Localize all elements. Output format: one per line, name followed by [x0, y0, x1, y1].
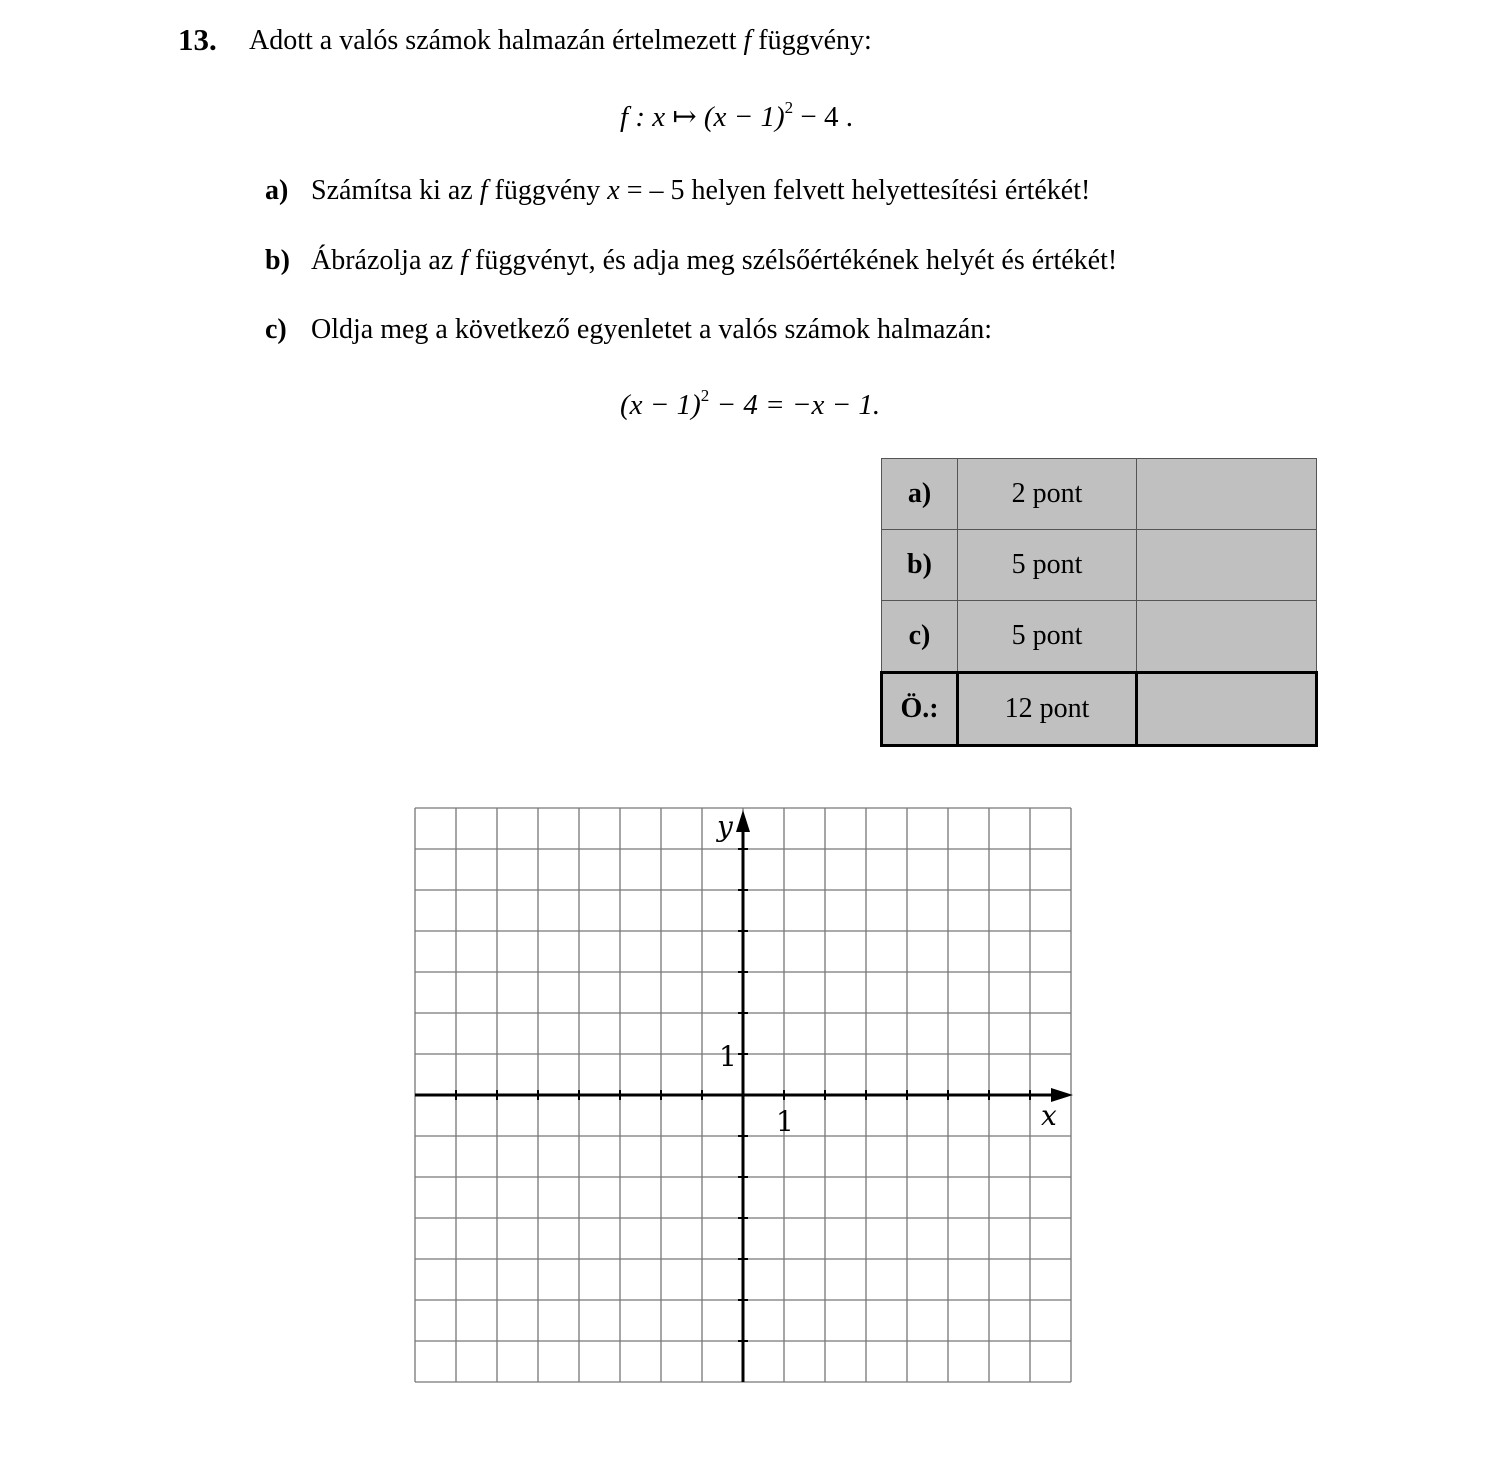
part-a-var: f: [479, 175, 488, 206]
equation-exponent: 2: [700, 386, 710, 405]
score-points-c: 5 pont: [958, 601, 1137, 673]
part-a-text-3: = – 5 helyen felvett helyettesítési értékét!: [619, 175, 1091, 206]
part-a-label: a): [265, 175, 289, 206]
y-axis-arrow-icon: [736, 810, 750, 832]
part-b-text-1: Ábrázolja az: [311, 245, 461, 276]
intro-text-before: Adott a valós számok halmazán értelmezett: [249, 25, 744, 56]
x-unit-label: 1: [776, 1105, 794, 1138]
equation-left: (x − 1): [620, 389, 701, 421]
formula-f: f: [620, 101, 629, 133]
y-axis-label: y: [717, 810, 733, 843]
part-c-label: c): [265, 314, 287, 345]
axis-labels: [715, 810, 1057, 1138]
formula-suffix: − 4 .: [793, 101, 854, 133]
formula-map: : x ↦ (x − 1): [628, 101, 785, 133]
part-a-x: x: [607, 175, 620, 206]
score-label-total: Ö.:: [882, 673, 958, 746]
score-label-a: a): [882, 459, 958, 530]
part-c-text: Oldja meg a következő egyenletet a valós számok halmazán:: [311, 314, 993, 345]
part-a-text-1: Számítsa ki az: [311, 175, 480, 206]
intro-text-after: függvény:: [751, 25, 872, 56]
score-label-c: c): [882, 601, 958, 673]
intro-function-name: f: [743, 25, 752, 56]
problem-number: 13.: [178, 22, 217, 57]
score-points-total: 12 pont: [958, 673, 1137, 746]
score-points-b: 5 pont: [958, 530, 1137, 601]
x-axis-label: x: [1041, 1099, 1057, 1132]
y-unit-label: 1: [719, 1040, 737, 1073]
part-b-var: f: [460, 245, 469, 276]
axes: [415, 810, 1073, 1382]
part-a-text-2: függvény: [487, 175, 608, 206]
score-points-a: 2 pont: [958, 459, 1137, 530]
part-b-label: b): [265, 245, 290, 276]
score-label-b: b): [882, 530, 958, 601]
formula-exponent: 2: [784, 98, 794, 117]
equation-right: − 4 = −x − 1.: [709, 389, 881, 421]
part-b-text-2: függvényt, és adja meg szélsőértékének helyét és értékét!: [468, 245, 1118, 276]
